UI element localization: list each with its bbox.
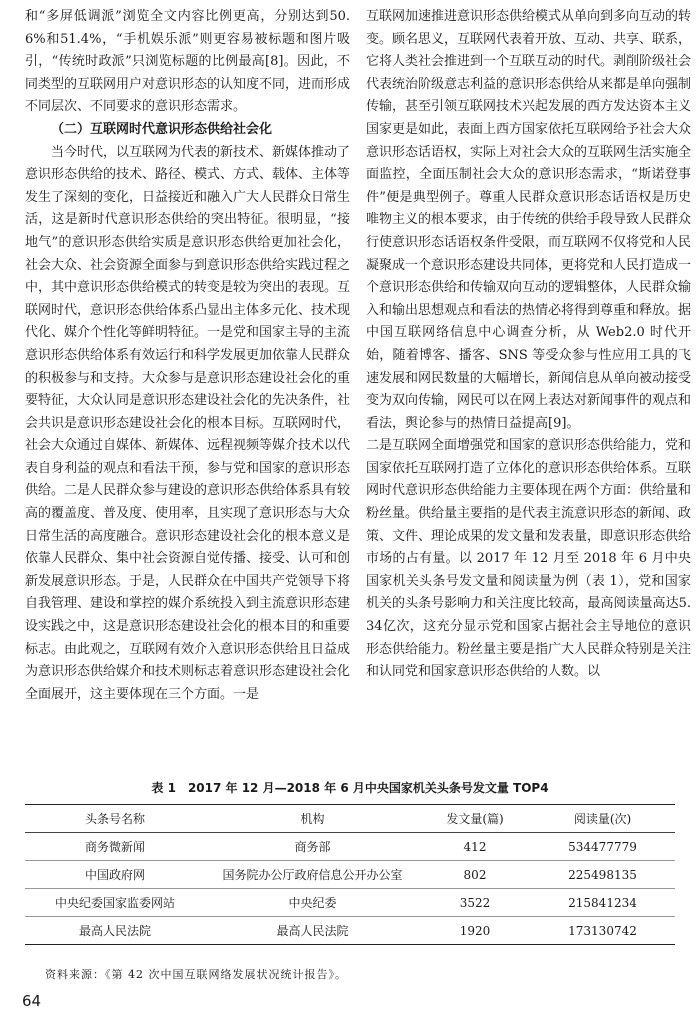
header-posts: 发文量(篇)	[446, 812, 504, 826]
cell-posts: 1920	[459, 923, 491, 938]
table-caption: 表 1 2017 年 12 月—2018 年 6 月中央国家机关头条号发文量 TOP4	[151, 781, 549, 795]
right-column	[366, 6, 691, 684]
left-paragraph-1: 和“多屏低调派”浏览全文内容比例更高，分别达到50.6%和51.4%，“手机娱乐派”则更容易被标题和图片吸引，“传统时政派”只浏览标题的比例最高[8]。因此，不同类型的互联网用户对意识形态的认知度不同，进而形成不同层次、不同要求的意识形态需求。	[25, 9, 351, 115]
cell-posts: 3522	[459, 895, 491, 910]
left-column	[25, 6, 350, 706]
cell-reads: 173130742	[568, 923, 637, 938]
data-table	[25, 804, 675, 945]
cell-institution: 最高人民法院	[276, 924, 349, 938]
cell-account-name: 最高人民法院	[78, 924, 151, 938]
cell-account-name: 中央纪委国家监委网站	[54, 896, 175, 910]
table-source-note: 资料来源：《第 42 次中国互联网络发展状况统计报告》。	[45, 968, 347, 981]
cell-institution: 国务院办公厅政府信息公开办公室	[222, 868, 403, 882]
cell-reads: 225498135	[568, 867, 637, 882]
cell-account-name: 商务微新闻	[84, 840, 145, 854]
left-paragraph-2: 当今时代，以互联网为代表的新技术、新媒体推动了意识形态供给的技术、路径、模式、方式、载体、主体等发生了深刻的变化，日益接近和融入广大人民群众日常生活，这是新时代意识形态供给的突出特征。很明显，“接地气”的意识形态供给实质是意识形态供给更加社会化，社会大众、社会资源全面参与到意识形态供给实践过程之中，其中意识形态供给模式的转变是较为突出的表现。互联网时代，意识形态供给体系凸显出主体多元化、技术现代化、媒介个性化等鲜明特征。一是党和国家主导的主流意识形态供给体系有效运行和科学发展更加依靠人民群众的积极参与和支持。大众参与是意识形态建设社会化的重要特征，大众认同是意识形态建设社会化的先决条件，社会共识是意识形态建设社会化的根本目标。互联网时代，社会大众通过自媒体、新媒体、远程视频等媒介技术以代表自身利益的观点和看法干预，参与党和国家的意识形态供给。二是人民群众参与建设的意识形态供给体系具有较高的覆盖度、普及度、使用率，且实现了意识形态与大众日常生活的高度融合。意识形态建设社会化的根本意义是依靠人民群众、集中社会资源自觉传播、接受、认可和创新发展意识形态。于是，人民群众在中国共产党领导下将自我管理、建设和掌控的媒介系统投入到主流意识形态建设实践之中，这是意识形态建设社会化的根本目的和重要标志。由此观之，互联网有效介入意识形态供给且日益成为意识形态供给媒介和技术则标志着意识形态建设社会化全面展开，这主要体现在三个方面。一是	[25, 144, 351, 702]
table-row	[25, 861, 675, 889]
header-institution: 机构	[300, 812, 325, 826]
table-row	[25, 889, 675, 917]
header-account-name: 头条号名称	[84, 812, 145, 826]
right-paragraph-2: 二是互联网全面增强党和国家的意识形态供给能力，党和国家依托互联网打造了立体化的意识形态供给体系。互联网时代意识形态供给能力主要体现在两个方面：供给量和粉丝量。供给量主要指的是代表主流意识形态的新闻、政策、文件、理论成果的发文量和发表量，即意识形态供给市场的占有量。以 2017 年 12 月至 2018 年 6 月中央国家机关头条号发文量和阅读量为例（表 1），党和国家机关的头条号影响力和关注度比较高，最高阅读量高达5.34亿次，这充分显示党和国家占据社会主导地位的意识形态供给能力。粉丝量主要是指广大人民群众特别是关注和认同党和国家意识形态供给的人数。以	[366, 438, 692, 680]
table-header-row	[25, 805, 675, 833]
cell-posts: 802	[463, 867, 487, 882]
section-heading: （二）互联网时代意识形态供给社会化	[51, 121, 273, 137]
cell-reads: 534477779	[568, 839, 637, 854]
cell-reads: 215841234	[568, 895, 637, 910]
page-number: 64	[22, 992, 42, 1010]
cell-institution: 商务部	[294, 840, 331, 854]
header-reads: 阅读量(次)	[573, 812, 632, 826]
table-row	[25, 833, 675, 861]
cell-institution: 中央纪委	[288, 896, 337, 910]
right-paragraph-1: 互联网加速推进意识形态供给模式从单向到多向互动的转变。顾名思义，互联网代表着开放、互动、共享、联系，它将人类社会推进到一个互联互动的时代。剥削阶级社会代表统治阶级意志利益的意识形态供给从来都是单向强制传输，甚至引领互联网技术兴起发展的西方发达资本主义国家更是如此，表面上西方国家依托互联网给予社会大众意识形态话语权，实际上对社会大众的互联网生活实施全面监控，全面压制社会大众的意识形态需求，“斯诺登事件”便是典型例子。尊重人民群众意识形态话语权是历史唯物主义的根本要求，由于传统的供给手段导致人民群众行使意识形态话语权条件受限，而互联网不仅将党和人民凝聚成一个意识形态建设共同体，更将党和人民打造成一个意识形态供给和传输双向互动的逻辑整体，人民群众输入和输出思想观点和看法的热情必将得到尊重和释放。据中国互联网络信息中心调查分析，从 Web2.0 时代开始，随着博客、播客、SNS 等受众参与性应用工具的飞速发展和网民数量的大幅增长，新闻信息从单向被动接受变为双向传输，网民可以在网上表达对新闻事件的观点和看法，舆论参与的热情日益提高[9]。	[366, 9, 692, 431]
cell-posts: 412	[463, 839, 487, 854]
cell-account-name: 中国政府网	[84, 868, 145, 882]
table-row	[25, 917, 675, 945]
